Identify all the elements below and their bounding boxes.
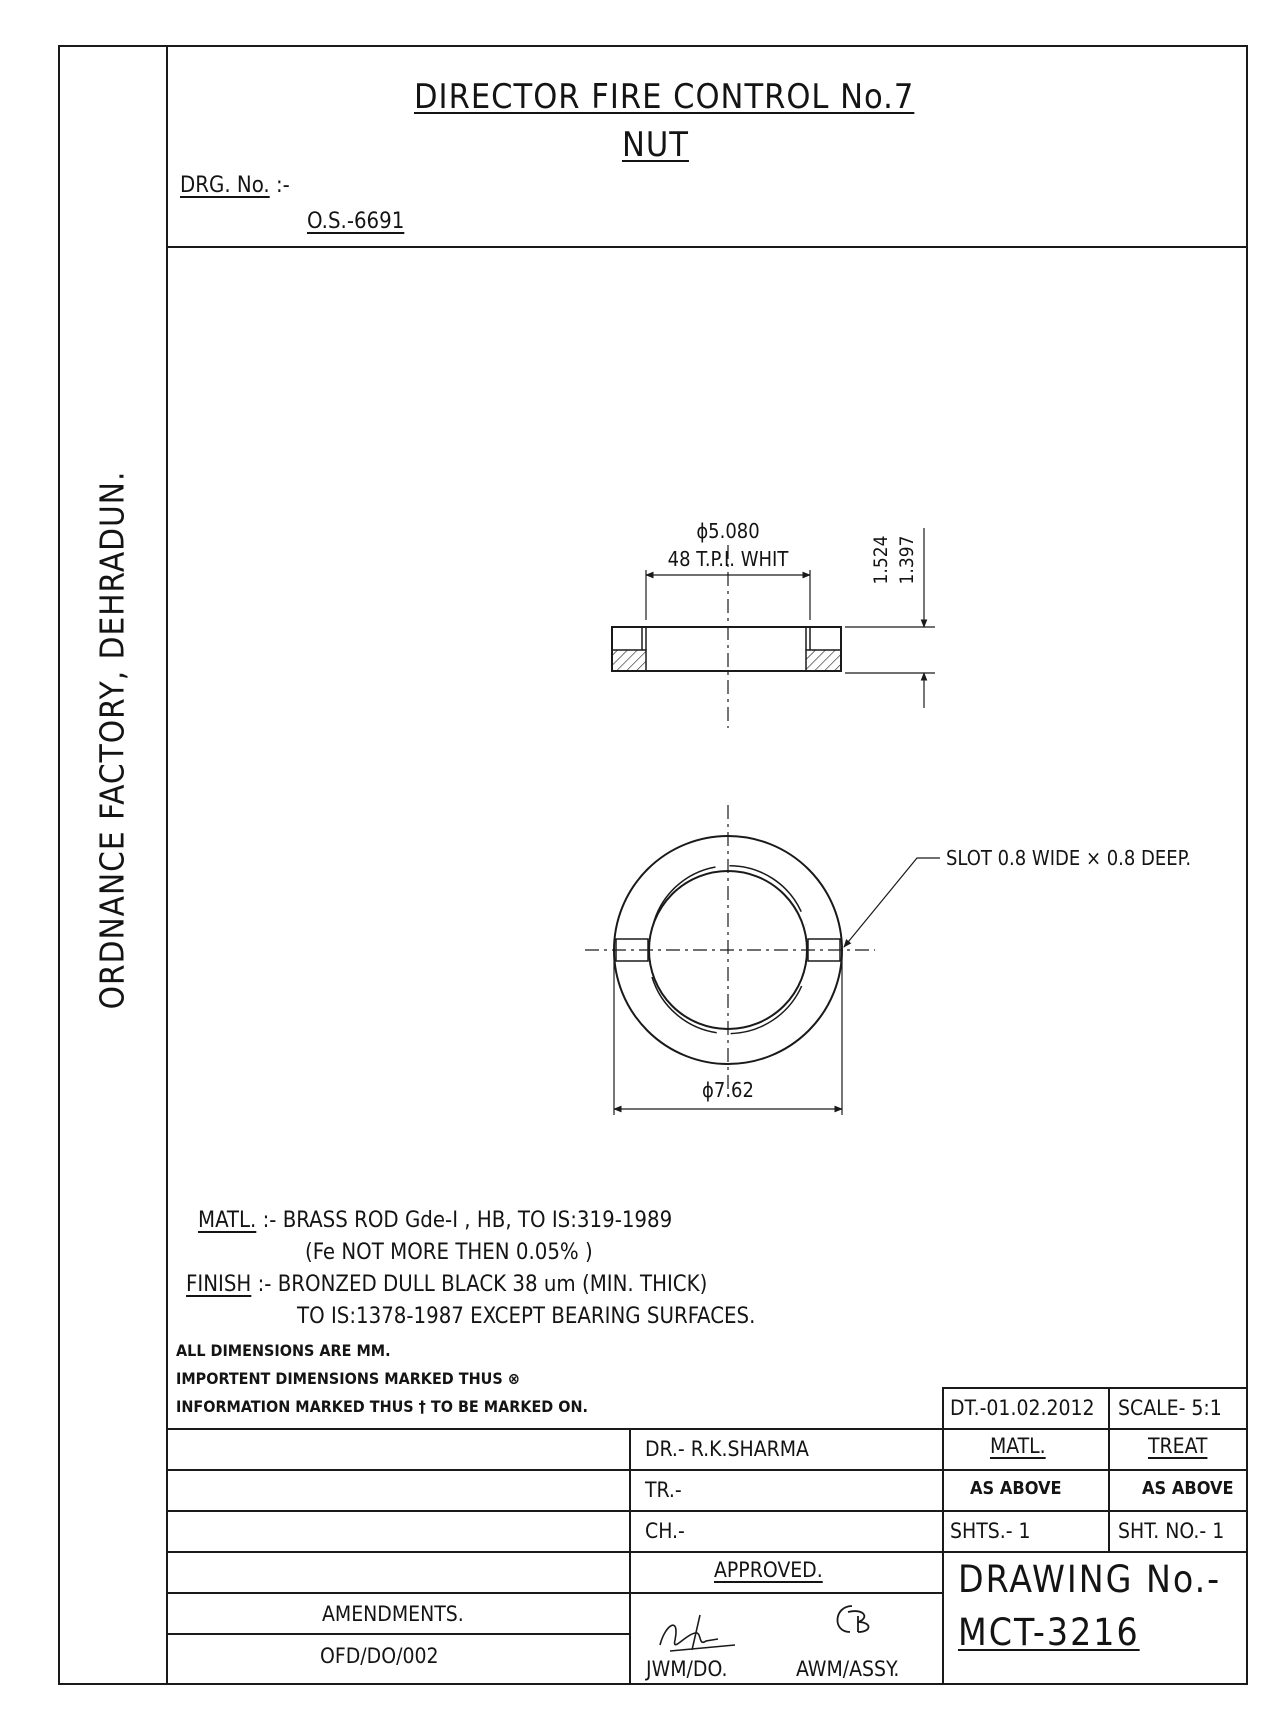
finish-note (186, 1274, 707, 1296)
tb-col-3 (1108, 1387, 1110, 1551)
date-field: DT.-01.02.2012 (950, 1396, 1095, 1420)
sheet-number-field: SHT. NO.- 1 (1118, 1519, 1225, 1543)
dim-height-b: 1.397 (896, 535, 918, 585)
dim-thread-spec: 48 T.P.I. WHIT (667, 547, 789, 571)
general-note-3: INFORMATION MARKED THUS † TO BE MARKED ON. (176, 1397, 589, 1416)
tb-row-3 (166, 1510, 1248, 1512)
drawing-no-label: DRAWING No.- (958, 1558, 1222, 1601)
tb-row-5 (166, 1592, 942, 1594)
traced-by-field: TR.- (645, 1478, 682, 1502)
drg-number-value: O.S.-6691 (307, 209, 405, 234)
form-code: OFD/DO/002 (320, 1644, 439, 1668)
drawing-title: DIRECTOR FIRE CONTROL No.7 (414, 77, 915, 117)
slot-note: SLOT 0.8 WIDE × 0.8 DEEP. (946, 846, 1192, 870)
tb-row-1 (166, 1428, 1248, 1430)
matl-head: MATL. (990, 1434, 1046, 1458)
sheets-field: SHTS.- 1 (950, 1519, 1031, 1543)
finish-note-line2: TO IS:1378-1987 EXCEPT BEARING SURFACES. (297, 1304, 756, 1329)
general-note-1: ALL DIMENSIONS ARE MM. (176, 1341, 391, 1360)
finish-note-label: FINISH (186, 1272, 252, 1297)
treat-head: TREAT (1148, 1434, 1208, 1458)
part-name: NUT (622, 125, 689, 165)
drg-label-text: DRG. No. (180, 173, 270, 198)
general-note-2: IMPORTENT DIMENSIONS MARKED THUS ⊗ (176, 1369, 520, 1388)
signature-awm (822, 1598, 882, 1642)
matl-note-line2: (Fe NOT MORE THEN 0.05% ) (305, 1240, 593, 1265)
dim-thread-dia: ϕ5.080 (696, 519, 760, 543)
scale-field: SCALE- 5:1 (1118, 1396, 1222, 1420)
plan-view (585, 805, 940, 1115)
amendments-label: AMENDMENTS. (322, 1602, 464, 1626)
matl-note-line1: :- BRASS ROD Gde-I , HB, TO IS:319-1989 (262, 1208, 673, 1233)
tb-row-4 (166, 1551, 1248, 1553)
treat-value: AS ABOVE (1142, 1478, 1234, 1499)
approved-label: APPROVED. (714, 1558, 823, 1582)
title-block-top (942, 1387, 1248, 1389)
jwm-label: JWM/DO. (646, 1657, 728, 1681)
matl-note-label: MATL. (198, 1208, 257, 1233)
drawn-by-field: DR.- R.K.SHARMA (645, 1437, 809, 1461)
awm-label: AWM/ASSY. (796, 1657, 900, 1681)
checked-by-field: CH.- (645, 1519, 685, 1543)
tb-row-6 (166, 1633, 629, 1635)
dim-height-a: 1.524 (870, 535, 892, 585)
matl-note (198, 1210, 672, 1232)
finish-note-line1: :- BRONZED DULL BLACK 38 um (MIN. THICK) (257, 1272, 708, 1297)
matl-value: AS ABOVE (970, 1478, 1062, 1499)
dim-outer-dia: ϕ7.62 (702, 1078, 754, 1102)
drawing-no-value: MCT-3216 (958, 1611, 1140, 1654)
tb-col-1 (629, 1428, 631, 1685)
organization-label: ORDNANCE FACTORY, DEHRADUN. (92, 470, 132, 1010)
signature-jwm (640, 1595, 760, 1661)
drg-label-sep: :- (276, 173, 290, 198)
tb-col-2 (942, 1387, 944, 1685)
tb-row-2 (166, 1469, 1248, 1471)
